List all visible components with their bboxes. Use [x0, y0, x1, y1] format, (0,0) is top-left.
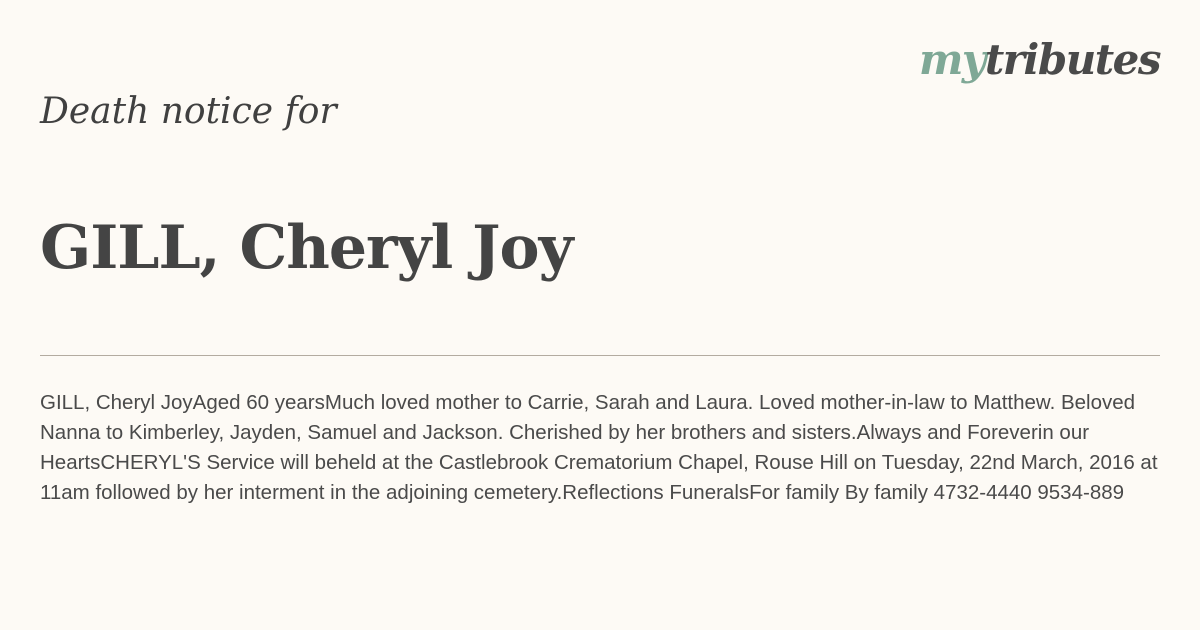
- logo-my-text: my: [918, 35, 985, 84]
- logo-tributes-text: tributes: [984, 35, 1160, 84]
- notice-body: GILL, Cheryl JoyAged 60 yearsMuch loved mother to Carrie, Sarah and Laura. Loved mother-in-law to Matthew. Beloved Nanna to Kimberley, Jayden, Samuel and Jackson. Cherished by her brothers and sisters.Always and Foreverin our HeartsCHERYL'S Service will beheld at the Castlebrook Crematorium Chapel, Rouse Hill on Tuesday, 22nd March, 2016 at 11am followed by her interment in the adjoining cemetery.Reflections FuneralsFor family By family 4732-4440 9534-889: [40, 391, 1158, 504]
- page-subtitle: Death notice for: [40, 91, 337, 132]
- deceased-name: GILL, Cheryl Joy: [40, 213, 573, 283]
- divider: [40, 355, 1160, 356]
- mytributes-logo[interactable]: [919, 34, 1160, 86]
